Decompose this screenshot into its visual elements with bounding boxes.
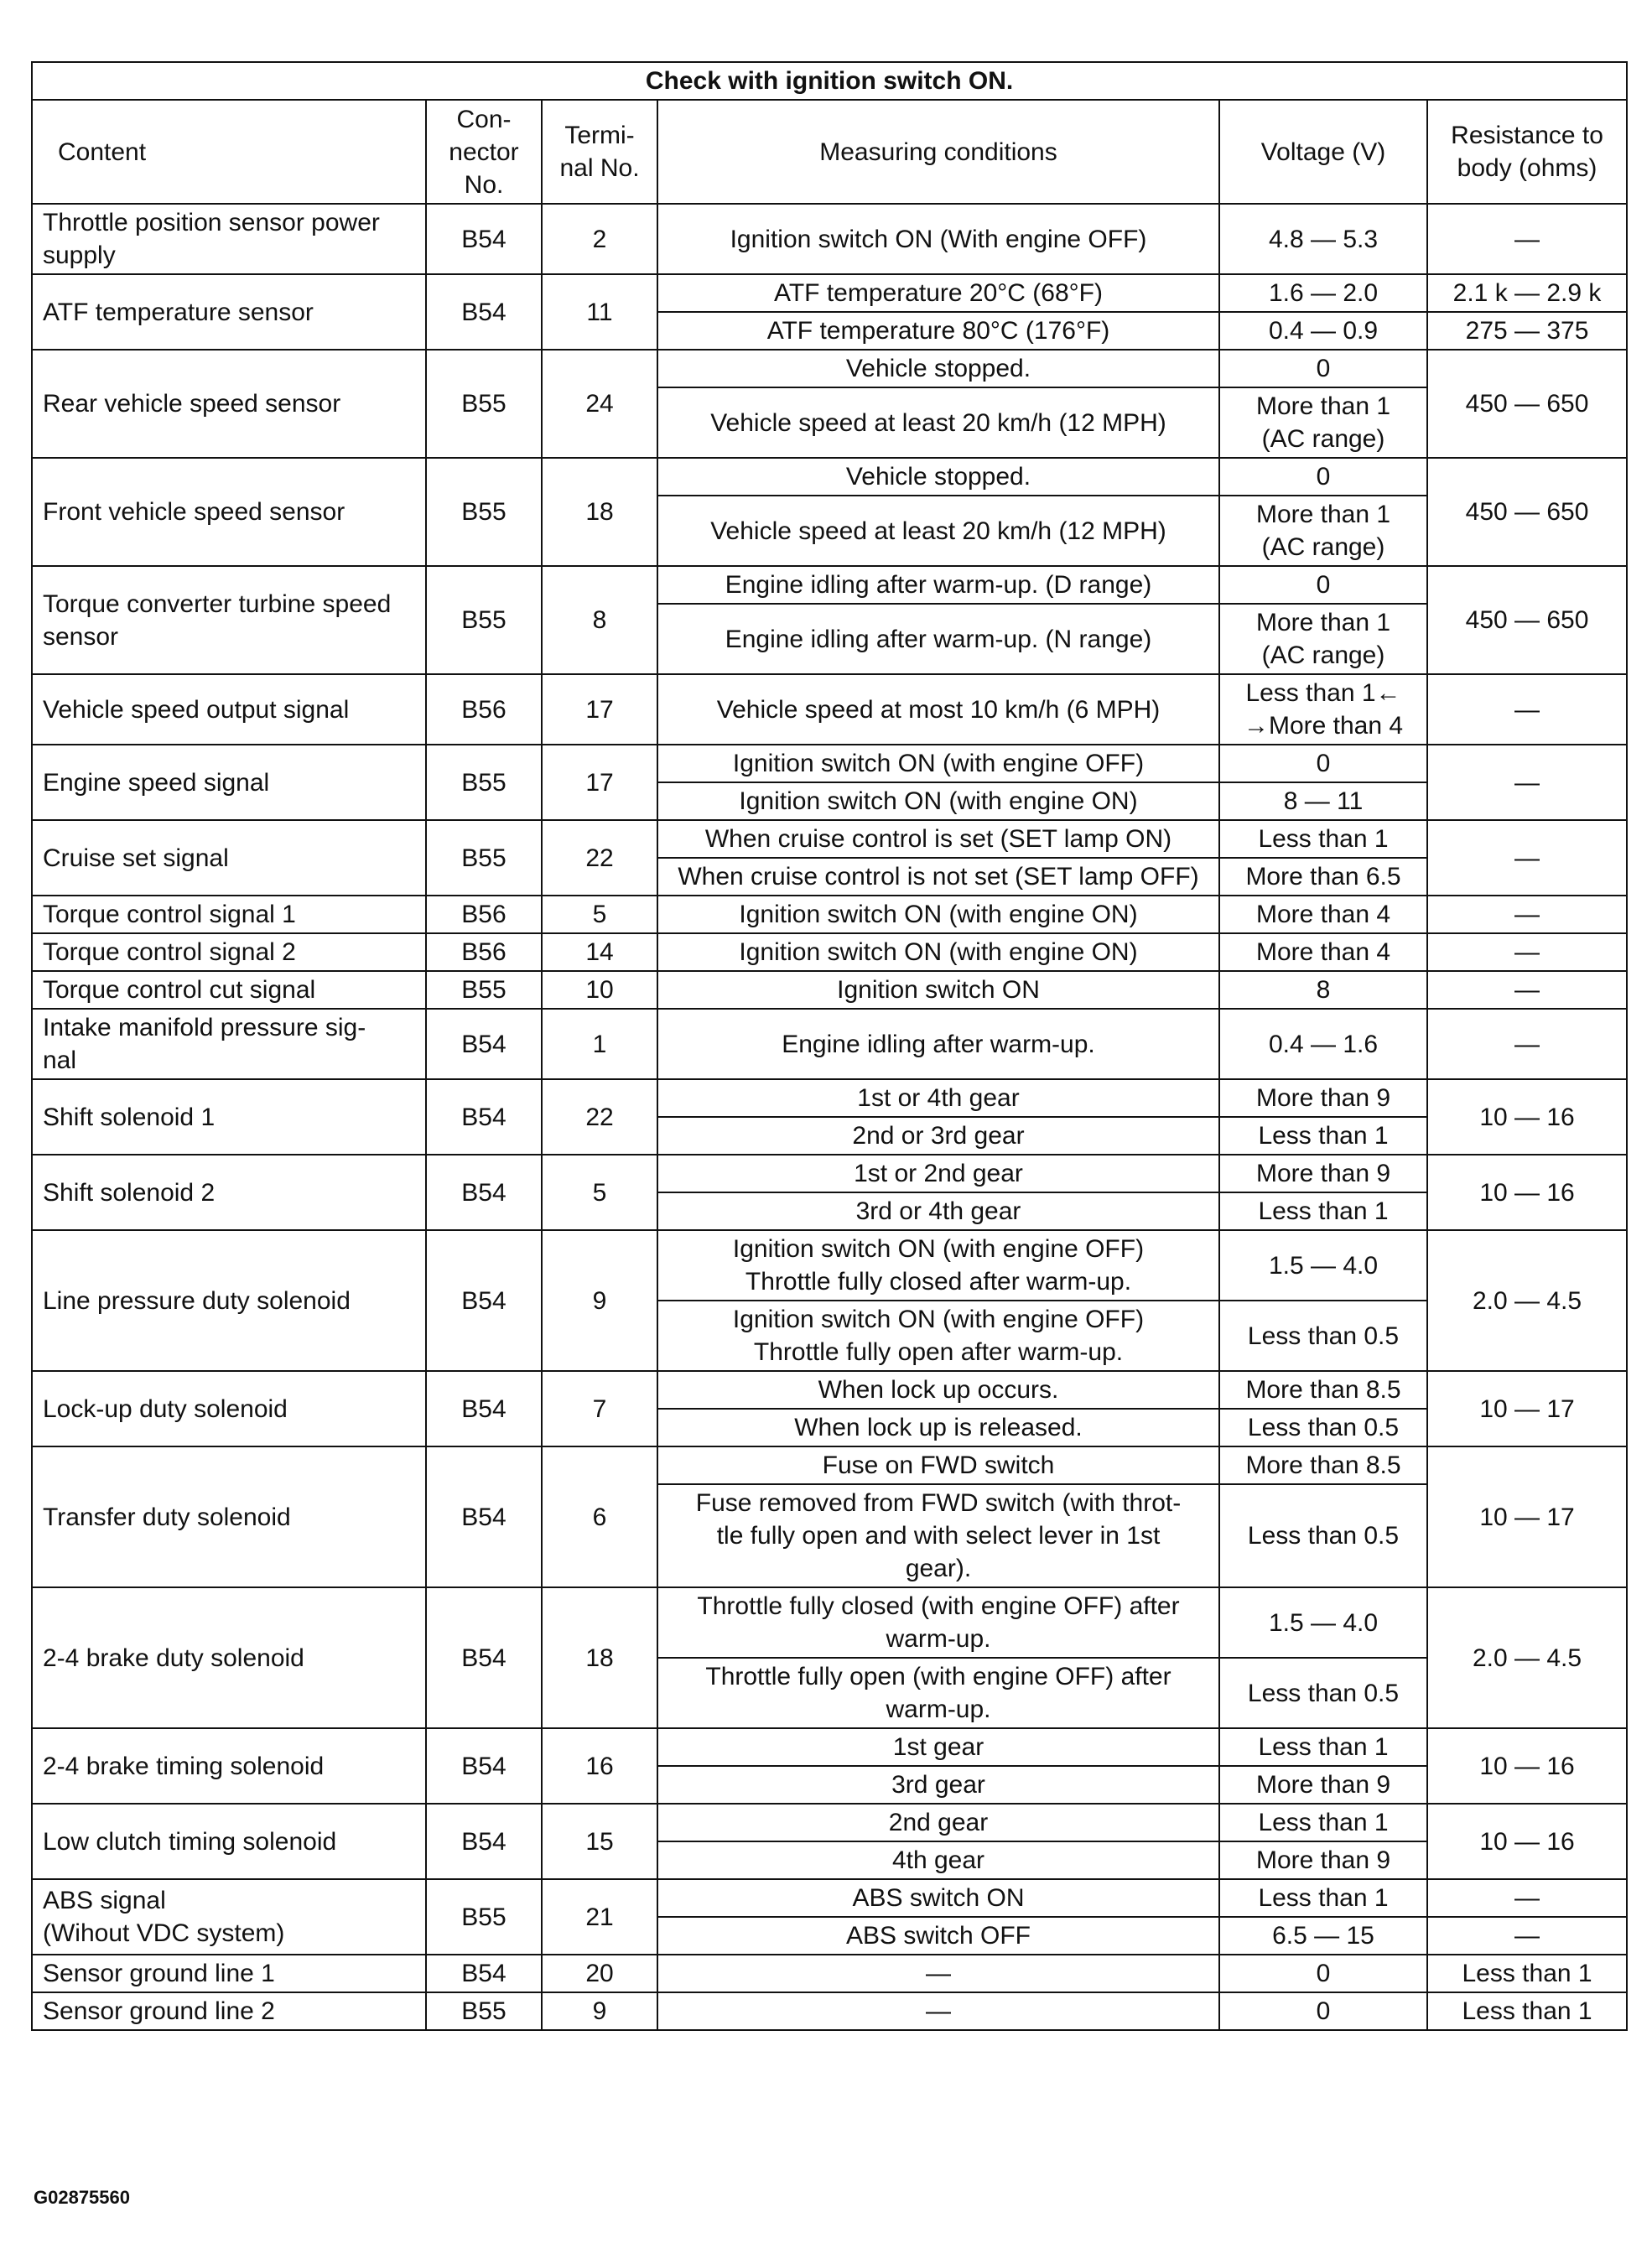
terminal-cell: 16 xyxy=(542,1728,657,1804)
voltage-cell: More than 9 xyxy=(1219,1155,1427,1192)
table-row xyxy=(32,566,1627,604)
terminal-cell: 24 xyxy=(542,350,657,458)
voltage-cell: 1.5 — 4.0 xyxy=(1219,1230,1427,1301)
ignition-check-table xyxy=(31,61,1628,2031)
condition-cell: — xyxy=(657,1992,1219,2030)
connector-cell: B55 xyxy=(426,566,542,674)
table-row xyxy=(32,1446,1627,1484)
condition-cell: Vehicle stopped. xyxy=(657,458,1219,496)
terminal-cell: 18 xyxy=(542,1587,657,1728)
connector-cell: B54 xyxy=(426,1728,542,1804)
connector-cell: B54 xyxy=(426,1587,542,1728)
table-row xyxy=(32,1371,1627,1409)
voltage-cell: Less than 0.5 xyxy=(1219,1409,1427,1446)
condition-cell: When cruise control is not set (SET lamp OFF) xyxy=(657,858,1219,896)
condition-cell: Fuse removed from FWD switch (with throt- tle fully open and with select lever in 1st gear). xyxy=(657,1484,1219,1587)
voltage-cell: 0.4 — 0.9 xyxy=(1219,312,1427,350)
voltage-cell: 6.5 — 15 xyxy=(1219,1917,1427,1955)
condition-cell: Ignition switch ON (with engine ON) xyxy=(657,782,1219,820)
voltage-cell: 0 xyxy=(1219,1955,1427,1992)
content-cell: Torque control cut signal xyxy=(32,971,426,1009)
resistance-cell: 450 — 650 xyxy=(1427,350,1627,458)
connector-cell: B55 xyxy=(426,745,542,820)
content-cell: Sensor ground line 1 xyxy=(32,1955,426,1992)
resistance-cell: — xyxy=(1427,1879,1627,1917)
condition-cell: Ignition switch ON (with engine OFF) xyxy=(657,745,1219,782)
condition-cell: When lock up occurs. xyxy=(657,1371,1219,1409)
condition-cell: Ignition switch ON (with engine OFF) Throttle fully open after warm-up. xyxy=(657,1301,1219,1371)
spec-sheet xyxy=(31,61,1626,2031)
condition-cell: When cruise control is set (SET lamp ON) xyxy=(657,820,1219,858)
voltage-cell: More than 4 xyxy=(1219,896,1427,933)
resistance-cell: 10 — 16 xyxy=(1427,1728,1627,1804)
condition-cell: ATF temperature 80°C (176°F) xyxy=(657,312,1219,350)
resistance-cell: 2.0 — 4.5 xyxy=(1427,1587,1627,1728)
header-row xyxy=(32,100,1627,204)
voltage-cell: Less than 1 xyxy=(1219,1192,1427,1230)
table-row xyxy=(32,1804,1627,1841)
terminal-cell: 6 xyxy=(542,1446,657,1587)
header-conditions: Measuring conditions xyxy=(657,100,1219,204)
content-cell: ABS signal (Wihout VDC system) xyxy=(32,1879,426,1955)
header-connector: Con- nector No. xyxy=(426,100,542,204)
voltage-cell: Less than 0.5 xyxy=(1219,1301,1427,1371)
connector-cell: B54 xyxy=(426,1230,542,1371)
voltage-cell: 0 xyxy=(1219,566,1427,604)
terminal-cell: 5 xyxy=(542,1155,657,1230)
condition-cell: 2nd gear xyxy=(657,1804,1219,1841)
voltage-cell: More than 1 (AC range) xyxy=(1219,604,1427,674)
table-row xyxy=(32,1155,1627,1192)
table-row xyxy=(32,1079,1627,1117)
title-row xyxy=(32,62,1627,100)
connector-cell: B54 xyxy=(426,1446,542,1587)
resistance-cell: — xyxy=(1427,745,1627,820)
condition-cell: Throttle fully closed (with engine OFF) after warm-up. xyxy=(657,1587,1219,1658)
resistance-cell: Less than 1 xyxy=(1427,1955,1627,1992)
terminal-cell: 20 xyxy=(542,1955,657,1992)
condition-cell: 1st or 4th gear xyxy=(657,1079,1219,1117)
terminal-cell: 9 xyxy=(542,1992,657,2030)
terminal-cell: 10 xyxy=(542,971,657,1009)
table-row xyxy=(32,1587,1627,1658)
connector-cell: B55 xyxy=(426,350,542,458)
voltage-cell: More than 9 xyxy=(1219,1841,1427,1879)
terminal-cell: 1 xyxy=(542,1009,657,1079)
connector-cell: B56 xyxy=(426,933,542,971)
resistance-cell: 10 — 16 xyxy=(1427,1155,1627,1230)
connector-cell: B55 xyxy=(426,458,542,566)
content-cell: Throttle position sensor power supply xyxy=(32,204,426,274)
content-cell: Engine speed signal xyxy=(32,745,426,820)
terminal-cell: 18 xyxy=(542,458,657,566)
terminal-cell: 15 xyxy=(542,1804,657,1879)
content-cell: Torque converter turbine speed sensor xyxy=(32,566,426,674)
terminal-cell: 9 xyxy=(542,1230,657,1371)
resistance-cell: 10 — 17 xyxy=(1427,1371,1627,1446)
condition-cell: Vehicle speed at most 10 km/h (6 MPH) xyxy=(657,674,1219,745)
condition-cell: 3rd gear xyxy=(657,1766,1219,1804)
voltage-cell: 4.8 — 5.3 xyxy=(1219,204,1427,274)
condition-cell: Fuse on FWD switch xyxy=(657,1446,1219,1484)
voltage-cell: 0 xyxy=(1219,1992,1427,2030)
connector-cell: B54 xyxy=(426,1009,542,1079)
voltage-cell: 0 xyxy=(1219,458,1427,496)
voltage-cell: Less than 1 xyxy=(1219,1804,1427,1841)
resistance-cell: — xyxy=(1427,674,1627,745)
condition-cell: Engine idling after warm-up. (N range) xyxy=(657,604,1219,674)
connector-cell: B54 xyxy=(426,204,542,274)
connector-cell: B54 xyxy=(426,1955,542,1992)
condition-cell: Ignition switch ON (with engine OFF) Throttle fully closed after warm-up. xyxy=(657,1230,1219,1301)
voltage-cell: 0 xyxy=(1219,350,1427,387)
resistance-cell: 10 — 16 xyxy=(1427,1804,1627,1879)
table-row xyxy=(32,1728,1627,1766)
voltage-cell: Less than 1 xyxy=(1219,1728,1427,1766)
terminal-cell: 22 xyxy=(542,1079,657,1155)
content-cell: Front vehicle speed sensor xyxy=(32,458,426,566)
voltage-cell: Less than 0.5 xyxy=(1219,1658,1427,1728)
voltage-cell: 1.5 — 4.0 xyxy=(1219,1587,1427,1658)
voltage-cell: More than 8.5 xyxy=(1219,1371,1427,1409)
connector-cell: B55 xyxy=(426,971,542,1009)
table-row xyxy=(32,204,1627,274)
voltage-cell: 8 — 11 xyxy=(1219,782,1427,820)
condition-cell: Vehicle speed at least 20 km/h (12 MPH) xyxy=(657,496,1219,566)
connector-cell: B54 xyxy=(426,1155,542,1230)
connector-cell: B55 xyxy=(426,820,542,896)
terminal-cell: 5 xyxy=(542,896,657,933)
condition-cell: 1st gear xyxy=(657,1728,1219,1766)
condition-cell: ABS switch ON xyxy=(657,1879,1219,1917)
condition-cell: Engine idling after warm-up. xyxy=(657,1009,1219,1079)
resistance-cell: — xyxy=(1427,820,1627,896)
condition-cell: 4th gear xyxy=(657,1841,1219,1879)
content-cell: ATF temperature sensor xyxy=(32,274,426,350)
content-cell: Torque control signal 2 xyxy=(32,933,426,971)
voltage-cell: More than 1 (AC range) xyxy=(1219,496,1427,566)
connector-cell: B54 xyxy=(426,1079,542,1155)
terminal-cell: 7 xyxy=(542,1371,657,1446)
condition-cell: Ignition switch ON (With engine OFF) xyxy=(657,204,1219,274)
table-row xyxy=(32,458,1627,496)
content-cell: Transfer duty solenoid xyxy=(32,1446,426,1587)
header-content: Content xyxy=(32,100,426,204)
content-cell: Shift solenoid 2 xyxy=(32,1155,426,1230)
resistance-cell: — xyxy=(1427,933,1627,971)
header-terminal: Termi- nal No. xyxy=(542,100,657,204)
resistance-cell: Less than 1 xyxy=(1427,1992,1627,2030)
voltage-cell: Less than 1 xyxy=(1219,1117,1427,1155)
terminal-cell: 8 xyxy=(542,566,657,674)
terminal-cell: 11 xyxy=(542,274,657,350)
table-row xyxy=(32,896,1627,933)
voltage-cell: More than 6.5 xyxy=(1219,858,1427,896)
table-row xyxy=(32,1009,1627,1079)
table-row xyxy=(32,1879,1627,1917)
header-voltage: Voltage (V) xyxy=(1219,100,1427,204)
table-row xyxy=(32,1992,1627,2030)
table-title: Check with ignition switch ON. xyxy=(32,62,1627,100)
content-cell: Shift solenoid 1 xyxy=(32,1079,426,1155)
resistance-cell: 450 — 650 xyxy=(1427,458,1627,566)
condition-cell: 3rd or 4th gear xyxy=(657,1192,1219,1230)
connector-cell: B56 xyxy=(426,896,542,933)
condition-cell: Engine idling after warm-up. (D range) xyxy=(657,566,1219,604)
voltage-cell: 0 xyxy=(1219,745,1427,782)
terminal-cell: 17 xyxy=(542,674,657,745)
resistance-cell: 10 — 16 xyxy=(1427,1079,1627,1155)
resistance-cell: 275 — 375 xyxy=(1427,312,1627,350)
voltage-cell: Less than 1← →More than 4 xyxy=(1219,674,1427,745)
resistance-cell: — xyxy=(1427,1009,1627,1079)
table-row xyxy=(32,971,1627,1009)
terminal-cell: 22 xyxy=(542,820,657,896)
condition-cell: Ignition switch ON xyxy=(657,971,1219,1009)
voltage-cell: More than 9 xyxy=(1219,1079,1427,1117)
table-row xyxy=(32,820,1627,858)
content-cell: Intake manifold pressure sig- nal xyxy=(32,1009,426,1079)
condition-cell: 1st or 2nd gear xyxy=(657,1155,1219,1192)
voltage-cell: Less than 1 xyxy=(1219,1879,1427,1917)
resistance-cell: — xyxy=(1427,204,1627,274)
voltage-cell: 8 xyxy=(1219,971,1427,1009)
resistance-cell: — xyxy=(1427,896,1627,933)
connector-cell: B56 xyxy=(426,674,542,745)
content-cell: Rear vehicle speed sensor xyxy=(32,350,426,458)
table-row xyxy=(32,1955,1627,1992)
table-row xyxy=(32,674,1627,745)
figure-id: G02875560 xyxy=(34,2187,130,2208)
voltage-cell: More than 9 xyxy=(1219,1766,1427,1804)
condition-cell: Ignition switch ON (with engine ON) xyxy=(657,933,1219,971)
terminal-cell: 2 xyxy=(542,204,657,274)
connector-cell: B54 xyxy=(426,1804,542,1879)
connector-cell: B54 xyxy=(426,274,542,350)
content-cell: Cruise set signal xyxy=(32,820,426,896)
resistance-cell: 2.0 — 4.5 xyxy=(1427,1230,1627,1371)
resistance-cell: 450 — 650 xyxy=(1427,566,1627,674)
content-cell: Sensor ground line 2 xyxy=(32,1992,426,2030)
content-cell: Lock-up duty solenoid xyxy=(32,1371,426,1446)
table-body xyxy=(32,204,1627,2030)
table-row xyxy=(32,1230,1627,1301)
resistance-cell: — xyxy=(1427,971,1627,1009)
header-resistance: Resistance to body (ohms) xyxy=(1427,100,1627,204)
voltage-cell: More than 8.5 xyxy=(1219,1446,1427,1484)
voltage-cell: 1.6 — 2.0 xyxy=(1219,274,1427,312)
condition-cell: Throttle fully open (with engine OFF) after warm-up. xyxy=(657,1658,1219,1728)
table-row xyxy=(32,933,1627,971)
condition-cell: 2nd or 3rd gear xyxy=(657,1117,1219,1155)
terminal-cell: 17 xyxy=(542,745,657,820)
content-cell: 2-4 brake timing solenoid xyxy=(32,1728,426,1804)
content-cell: 2-4 brake duty solenoid xyxy=(32,1587,426,1728)
voltage-cell: Less than 1 xyxy=(1219,820,1427,858)
content-cell: Low clutch timing solenoid xyxy=(32,1804,426,1879)
condition-cell: — xyxy=(657,1955,1219,1992)
terminal-cell: 14 xyxy=(542,933,657,971)
connector-cell: B55 xyxy=(426,1879,542,1955)
resistance-cell: 2.1 k — 2.9 k xyxy=(1427,274,1627,312)
table-row xyxy=(32,350,1627,387)
table-row xyxy=(32,745,1627,782)
condition-cell: When lock up is released. xyxy=(657,1409,1219,1446)
resistance-cell: — xyxy=(1427,1917,1627,1955)
voltage-cell: More than 4 xyxy=(1219,933,1427,971)
voltage-cell: Less than 0.5 xyxy=(1219,1484,1427,1587)
condition-cell: Vehicle stopped. xyxy=(657,350,1219,387)
resistance-cell: 10 — 17 xyxy=(1427,1446,1627,1587)
connector-cell: B55 xyxy=(426,1992,542,2030)
content-cell: Line pressure duty solenoid xyxy=(32,1230,426,1371)
voltage-cell: More than 1 (AC range) xyxy=(1219,387,1427,458)
content-cell: Vehicle speed output signal xyxy=(32,674,426,745)
condition-cell: Ignition switch ON (with engine ON) xyxy=(657,896,1219,933)
condition-cell: ATF temperature 20°C (68°F) xyxy=(657,274,1219,312)
table-row xyxy=(32,274,1627,312)
condition-cell: ABS switch OFF xyxy=(657,1917,1219,1955)
content-cell: Torque control signal 1 xyxy=(32,896,426,933)
terminal-cell: 21 xyxy=(542,1879,657,1955)
connector-cell: B54 xyxy=(426,1371,542,1446)
voltage-cell: 0.4 — 1.6 xyxy=(1219,1009,1427,1079)
condition-cell: Vehicle speed at least 20 km/h (12 MPH) xyxy=(657,387,1219,458)
